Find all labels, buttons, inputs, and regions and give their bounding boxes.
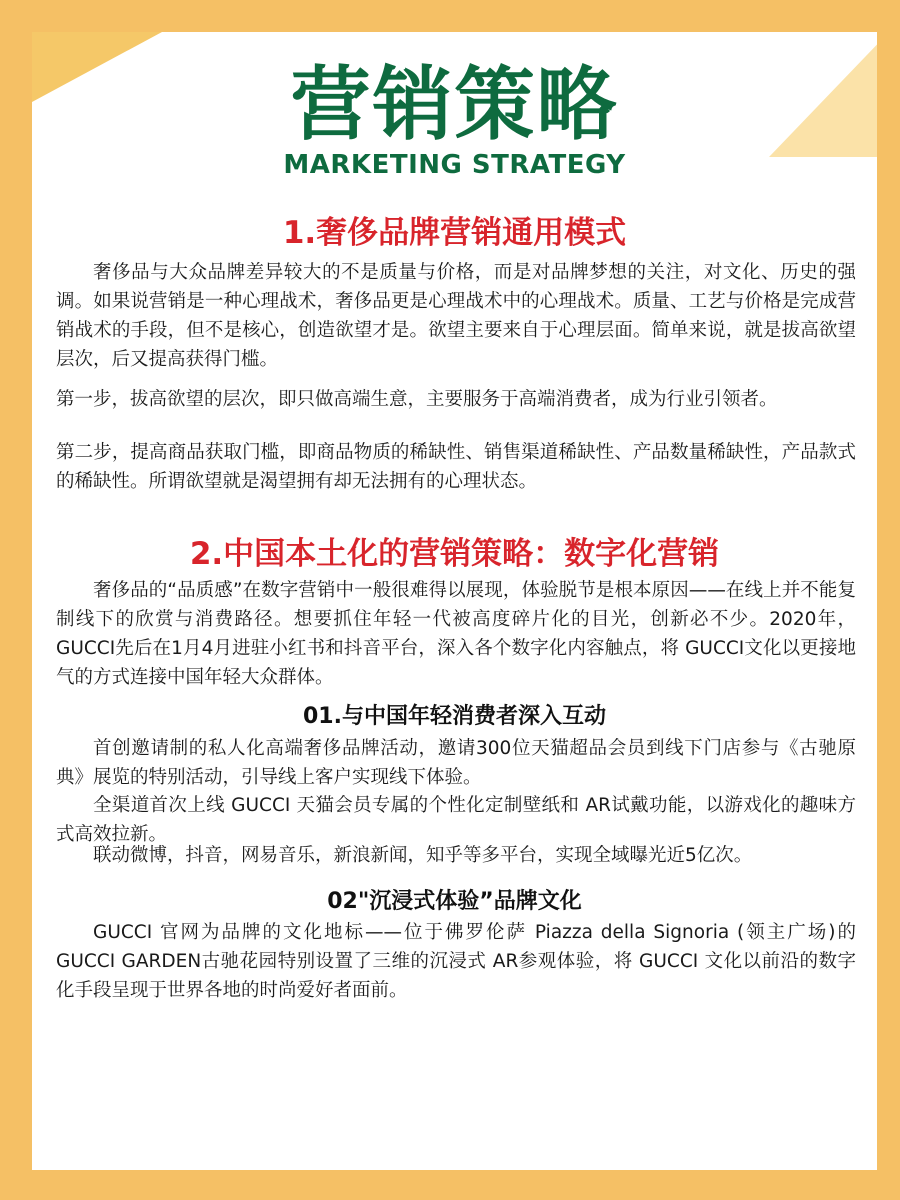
section2-intro: 奢侈品的“品质感”在数字营销中一般很难得以展现，体验脱节是根本原因——在线上并不能复制线下的欣赏与消费路径。想要抓住年轻一代被高度碎片化的目光，创新必不少。2020年，GUCCI先后在1月4月进驻小红书和抖音平台，深入各个数字化内容触点，将 GUCCI文化以更接地气的方式连接中国年轻大众群体。	[56, 580, 856, 688]
section1-step1: 第一步，拔高欲望的层次，即只做高端生意，主要服务于高端消费者，成为行业引领者。	[56, 389, 778, 410]
page-title: 营销策略	[290, 58, 619, 151]
sub1-paragraph-2: 全渠道首次上线 GUCCI 天猫会员专属的个性化定制壁纸和 AR试戴功能，以游戏化的趣味方式高效拉新。	[56, 795, 856, 845]
page-subtitle: MARKETING STRATEGY	[283, 150, 626, 180]
section1-intro: 奢侈品与大众品牌差异较大的不是质量与价格，而是对品牌梦想的关注，对文化、历史的强调。如果说营销是一种心理战术，奢侈品更是心理战术中的心理战术。质量、工艺与价格是完成营销战术的手段，但不是核心，创造欲望才是。欲望主要来自于心理层面。简单来说，就是拔高欲望层次，后又提高获得门槛。	[56, 262, 856, 370]
sub2-heading: 02"沉浸式体验”品牌文化	[327, 889, 582, 914]
sub1-paragraph-1: 首创邀请制的私人化高端奢侈品牌活动，邀请300位天猫超品会员到线下门店参与《古驰原典》展览的特别活动，引导线上客户实现线下体验。	[56, 738, 856, 788]
sub1-paragraph-3: 联动微博，抖音，网易音乐，新浪新闻，知乎等多平台，实现全域曝光近5亿次。	[93, 845, 753, 866]
section2-heading: 2.中国本土化的营销策略：数字化营销	[189, 536, 720, 572]
sub2-paragraph-1: GUCCI 官网为品牌的文化地标——位于佛罗伦萨 Piazza della Signoria (领主广场)的 GUCCI GARDEN古驰花园特别设置了三维的沉浸式 AR参观体验，将 GUCCI 文化以前沿的数字化手段呈现于世界各地的时尚爱好者面前。	[56, 922, 862, 1001]
section1-step2: 第二步，提高商品获取门槛，即商品物质的稀缺性、销售渠道稀缺性、产品数量稀缺性，产品款式的稀缺性。所谓欲望就是渴望拥有却无法拥有的心理状态。	[56, 442, 856, 492]
sub1-heading: 01.与中国年轻消费者深入互动	[303, 704, 606, 729]
content-card	[32, 32, 877, 1170]
section1-heading: 1.奢侈品牌营销通用模式	[282, 215, 627, 251]
